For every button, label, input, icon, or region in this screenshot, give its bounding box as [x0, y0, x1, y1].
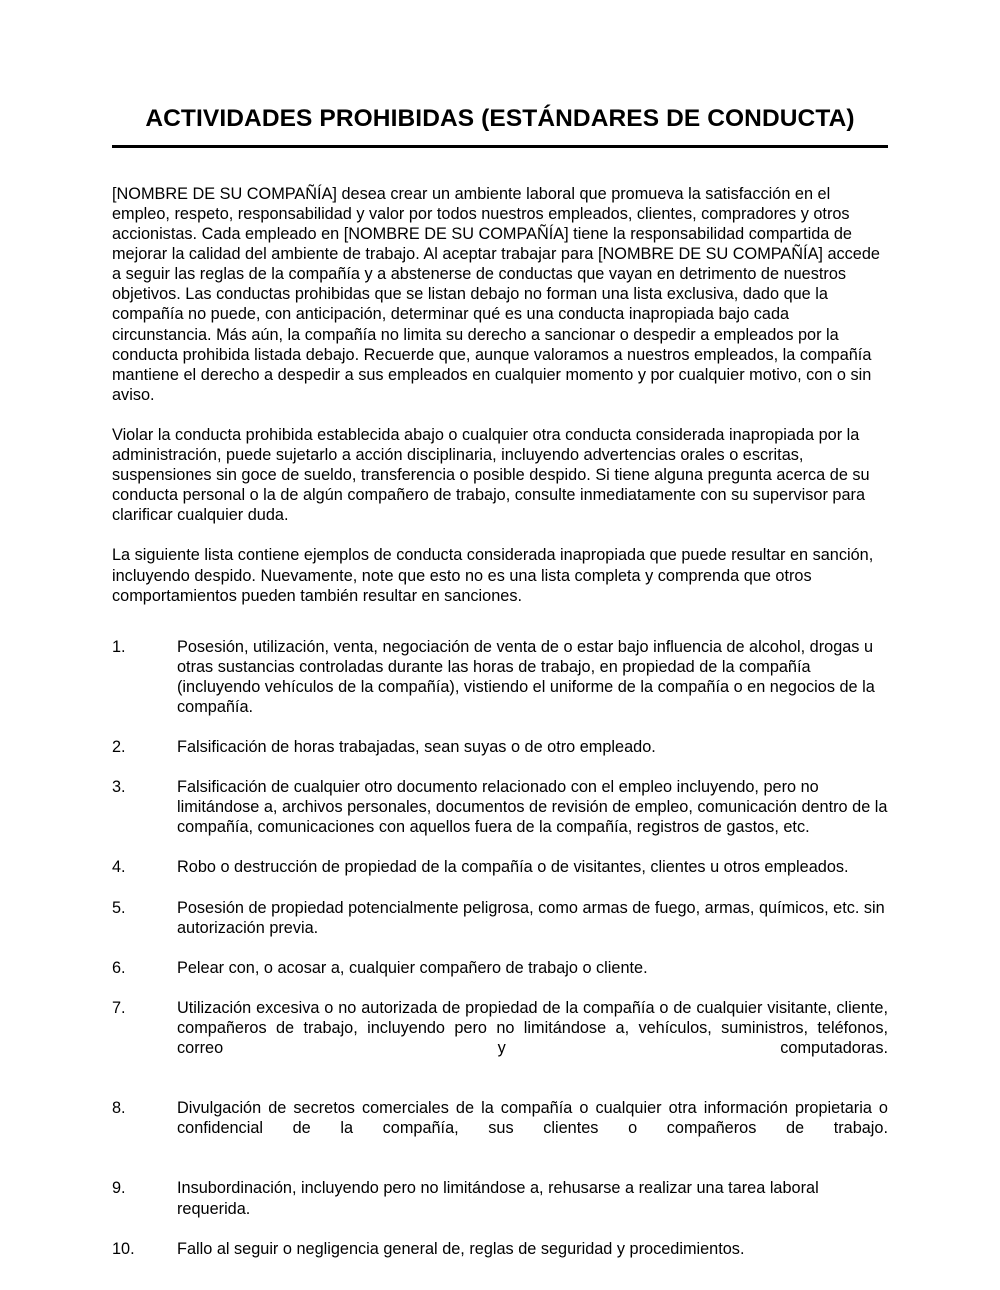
list-item-text: Divulgación de secretos comerciales de la compañía o cualquier otra información propietaria o confidencial de la compañía, sus clientes o compañeros de trabajo.: [177, 1099, 888, 1138]
list-item-text: Robo o destrucción de propiedad de la compañía o de visitantes, clientes u otros empleados.: [177, 858, 849, 877]
list-item: [112, 1239, 888, 1259]
list-item: [112, 998, 888, 1078]
list-item: [112, 898, 888, 938]
paragraph: La siguiente lista contiene ejemplos de conducta considerada inapropiada que puede resultar en sanción, incluyendo despido. Nuevamente, note que esto no es una lista completa y comprenda que otros comportamientos pueden también resultar en sanciones.: [112, 546, 874, 605]
list-item-number: 1.: [112, 637, 126, 656]
list-item-number: 10.: [112, 1239, 135, 1258]
list-item: [112, 777, 888, 837]
list-item: [112, 857, 888, 877]
list-item-number: 5.: [112, 898, 126, 917]
list-item-text: Pelear con, o acosar a, cualquier compañero de trabajo o cliente.: [177, 958, 648, 977]
document-content: [112, 0, 888, 1259]
list-item: [112, 958, 888, 978]
list-item-text: Falsificación de horas trabajadas, sean suyas o de otro empleado.: [177, 738, 656, 757]
prohibited-conduct-list: [112, 637, 888, 1259]
page-title: ACTIVIDADES PROHIBIDAS (ESTÁNDARES DE CONDUCTA): [145, 105, 855, 132]
intro-paragraphs: [112, 184, 888, 606]
list-item-number: 8.: [112, 1099, 126, 1118]
list-item-text: Falsificación de cualquier otro documento relacionado con el empleo incluyendo, pero no limitándose a, archivos personales, documentos de revisión de empleo, comunicación dentro de la compañía, comunicaciones con aquellos fuera de la compañía, registros de gastos, etc.: [177, 778, 888, 837]
paragraph: [NOMBRE DE SU COMPAÑÍA] desea crear un ambiente laboral que promueva la satisfacción en el empleo, respeto, responsabilidad y valor por todos nuestros empleados, clientes, compradores y otros accionistas. Cada empleado en [NOMBRE DE SU COMPAÑÍA] tiene la responsabilidad compartida de mejorar la calidad del ambiente de trabajo. Al aceptar trabajar para [NOMBRE DE SU COMPAÑÍA] accede a seguir las reglas de la compañía y a abstenerse de conductas que vayan en detrimento de nuestros objetivos. Las conductas prohibidas que se listan debajo no forman una lista exclusiva, dado que la compañía no puede, con anticipación, determinar qué es una conducta inapropiada bajo cada circunstancia. Más aún, la compañía no limita su derecho a sancionar o despedir a empleados por la conducta prohibida listada debajo. Recuerde que, aunque valoramos a nuestros empleados, la compañía mantiene el derecho a despedir a sus empleados en cualquier momento y por cualquier motivo, con o sin aviso.: [112, 184, 880, 404]
list-item-number: 2.: [112, 738, 126, 757]
paragraph: Violar la conducta prohibida establecida abajo o cualquier otra conducta considerada inapropiada por la administración, puede sujetarlo a acción disciplinaria, incluyendo advertencias orales o escritas, suspensiones sin goce de sueldo, transferencia o posible despido. Si tiene alguna pregunta acerca de su conducta personal o la de algún compañero de trabajo, consulte inmediatamente con su supervisor para clarificar cualquier duda.: [112, 425, 870, 525]
list-item-text: Fallo al seguir o negligencia general de, reglas de seguridad y procedimientos.: [177, 1239, 745, 1258]
list-item-number: 9.: [112, 1179, 126, 1198]
list-item: [112, 737, 888, 757]
list-item-text: Posesión de propiedad potencialmente peligrosa, como armas de fuego, armas, químicos, etc. sin autorización previa.: [177, 898, 885, 937]
title-divider: [112, 145, 888, 148]
list-item-number: 3.: [112, 778, 126, 797]
list-item: [112, 1178, 888, 1218]
list-item: [112, 1098, 888, 1158]
list-item: [112, 637, 888, 717]
list-item-number: 6.: [112, 958, 126, 977]
list-item-text: Posesión, utilización, venta, negociación de venta de o estar bajo influencia de alcohol, drogas u otras sustancias controladas durante las horas de trabajo, en propiedad de la compañía (incluyendo vehículos de la compañía), vistiendo el uniforme de la compañía o en negocios de la compañía.: [177, 637, 875, 716]
list-item-text: Insubordinación, incluyendo pero no limitándose a, rehusarse a realizar una tarea laboral requerida.: [177, 1179, 819, 1218]
list-item-text: Utilización excesiva o no autorizada de propiedad de la compañía o de cualquier visitante, cliente, compañeros de trabajo, incluyendo pero no limitándose a, vehículos, suministros, teléfonos, correo y computadoras.: [177, 998, 888, 1057]
list-item-number: 7.: [112, 998, 126, 1017]
list-item-number: 4.: [112, 858, 126, 877]
